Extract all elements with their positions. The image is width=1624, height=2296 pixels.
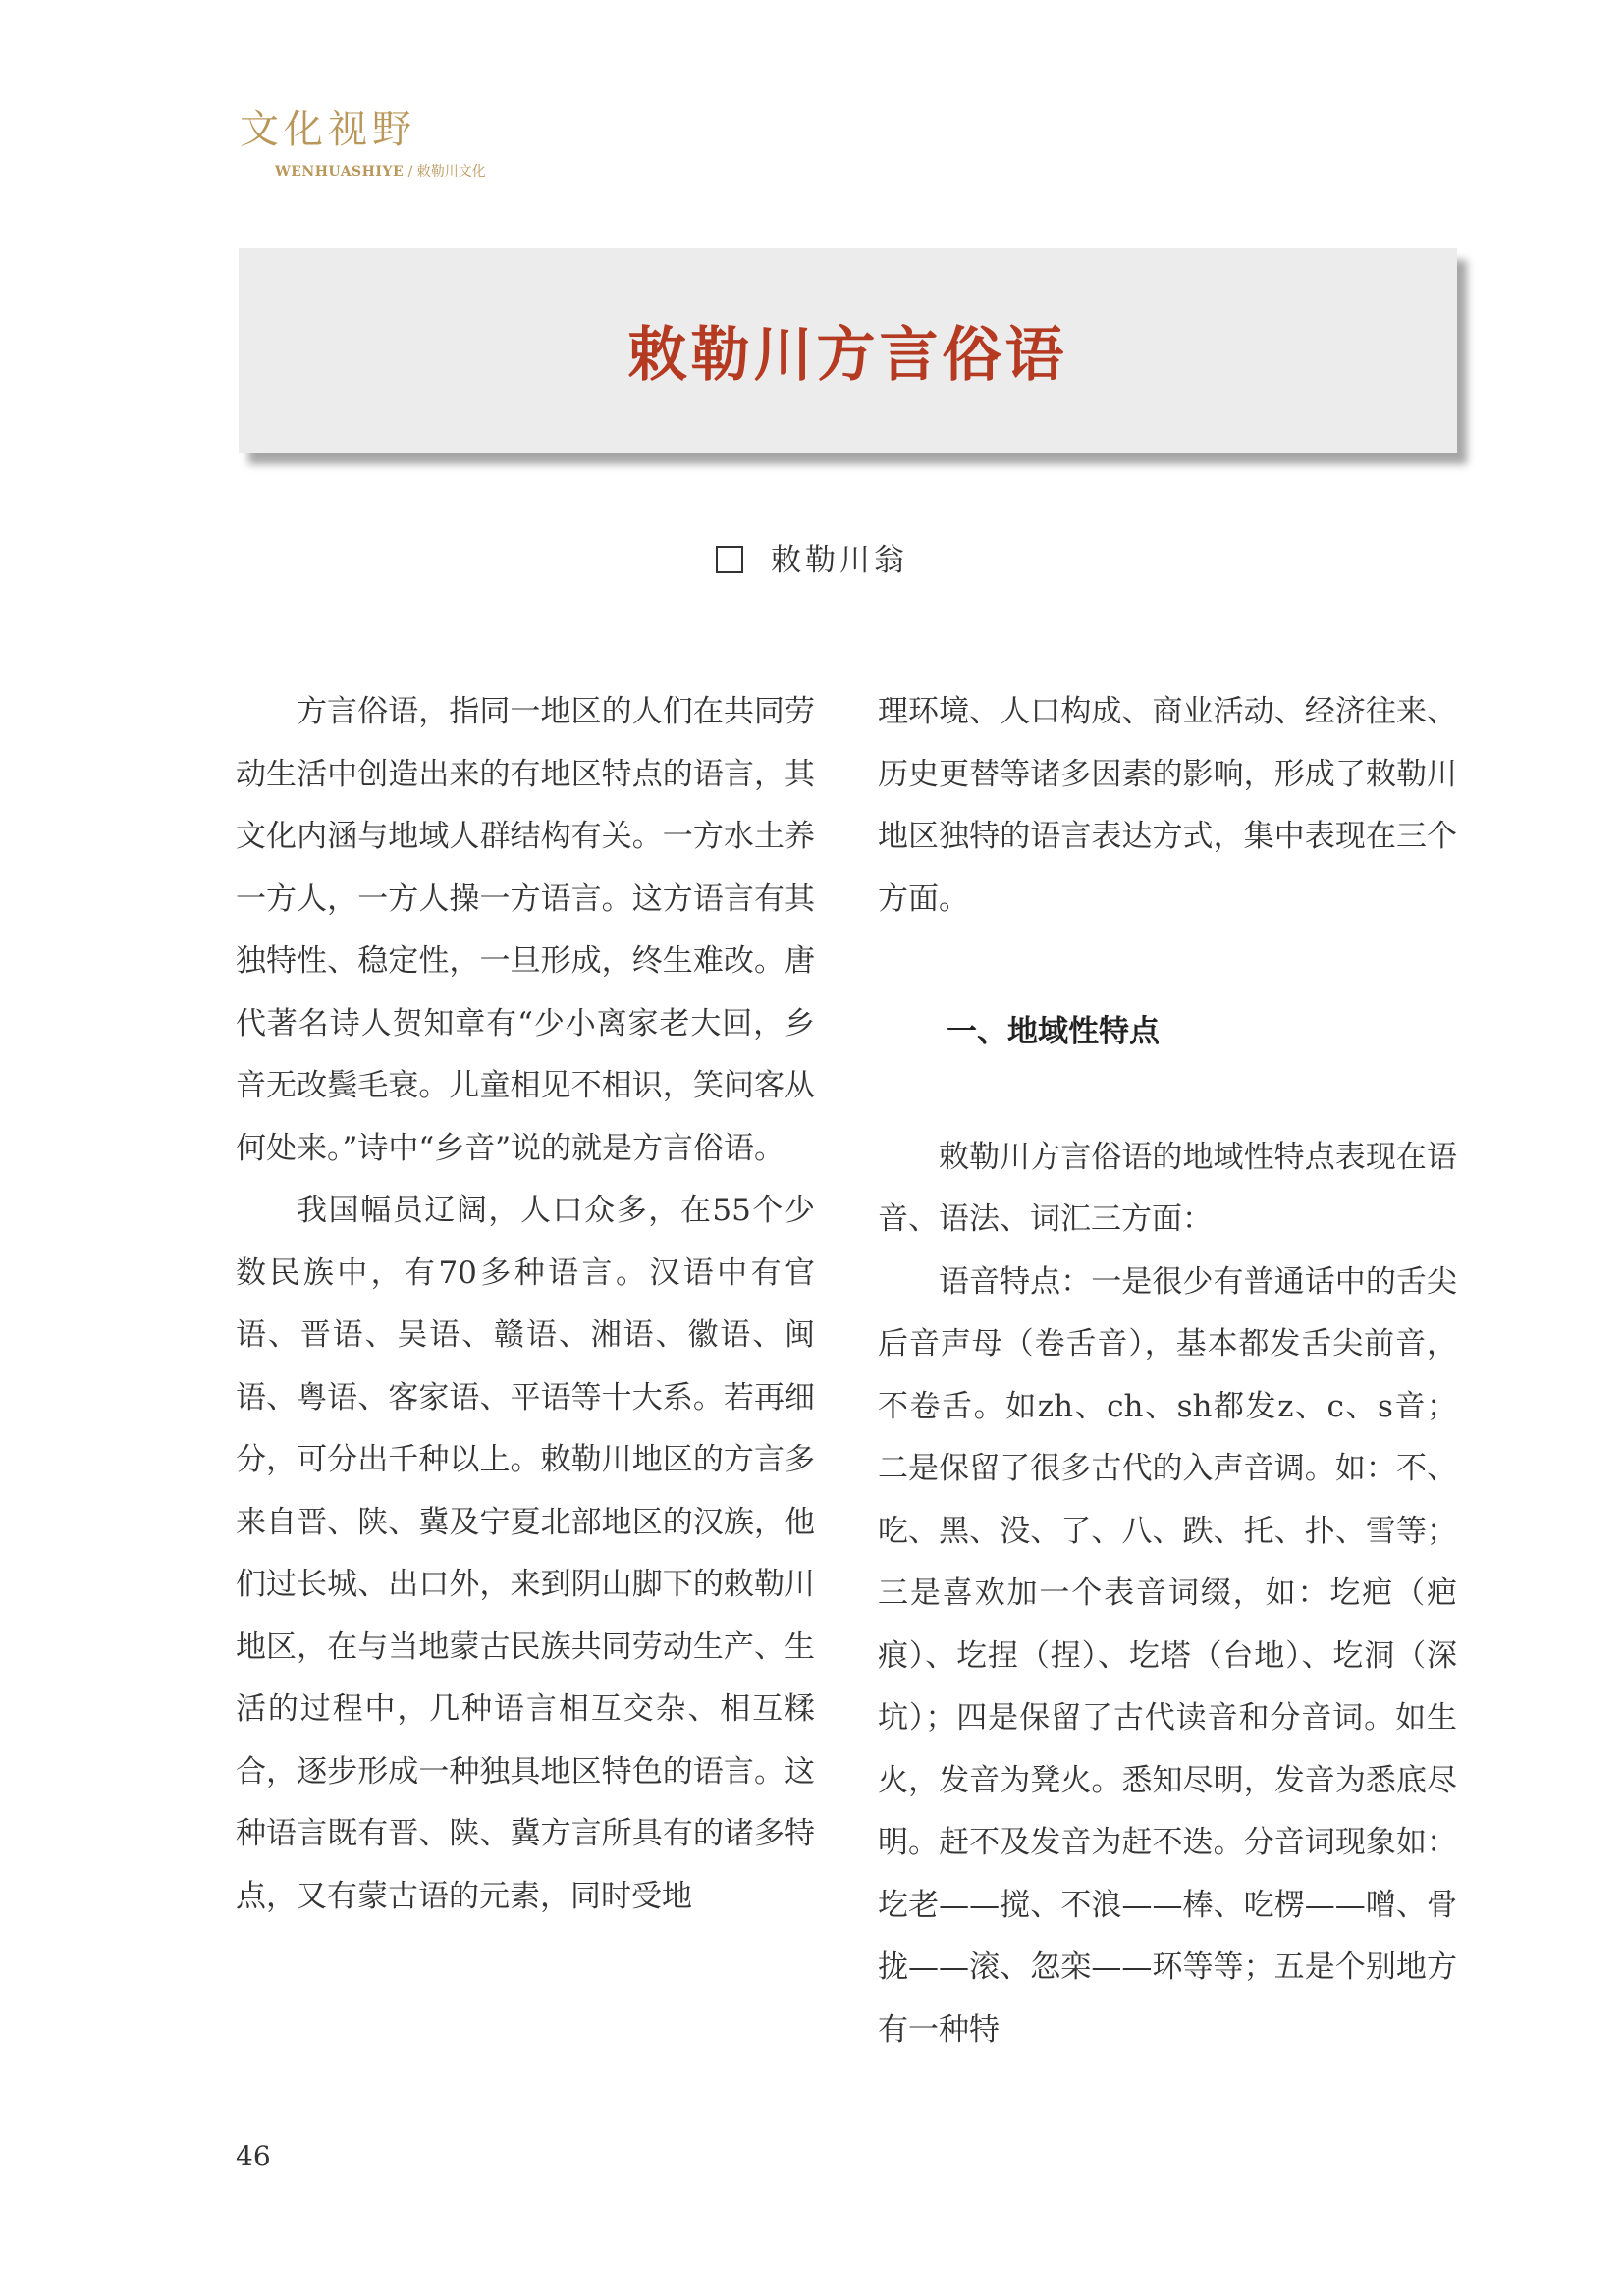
section-title: 文化视野 [240,107,416,152]
author-name: 敕勒川翁 [771,543,908,578]
left-column [236,681,815,1928]
running-header [240,107,486,180]
spacer [878,931,1457,1001]
section-subtitle [275,165,486,179]
paragraph-4: 敕勒川方言俗语的地域性特点表现在语音、语法、词汇三方面： [878,1139,1457,1237]
paragraph-2: 我国幅员辽阔，人口众多，在55个少数民族中，有70多种语言。汉语中有官语、晋语、吴语、赣语、湘语、徽语、闽语、粤语、客家语、平语等十大系。若再细分，可分出千种以上。敕勒川地区的方言多来自晋、陕、冀及宁夏北部地区的汉族，他们过长城、出口外，来到阴山脚下的敕勒川地区，在与当地蒙古民族共同劳动生产、生活的过程中，几种语言相互交杂、相互糅合，逐步形成一种独具地区特色的语言。这种语言既有晋、陕、冀方言所具有的诸多特点，又有蒙古语的元素，同时受地 [236,1193,815,1914]
paragraph-3: 理环境、人口构成、商业活动、经济往来、历史更替等诸多因素的影响，形成了敕勒川地区独特的语言表达方式，集中表现在三个方面。 [878,694,1457,917]
page-number: 46 [236,2140,271,2172]
spacer [878,1064,1457,1127]
byline-square-icon [716,546,743,573]
separator: / [407,164,413,180]
article-title: 敕勒川方言俗语 [627,321,1068,390]
section-title-pinyin: WENHUASHIYE [275,164,405,180]
column-name: 敕勒川文化 [416,164,486,180]
paragraph-5: 语音特点：一是很少有普通话中的舌尖后音声母（卷舌音），基本都发舌尖前音，不卷舌。如zh、ch、sh都发z、c、s音；二是保留了很多古代的入声音调。如：不、吃、黑、没、了、八、跌、托、扑、雪等；三是喜欢加一个表音词缀，如：圪疤（疤痕）、圪捏（捏）、圪塔（台地）、圪洞（深坑）；四是保留了古代读音和分音词。如生火，发音为凳火。悉知尽明，发音为悉底尽明。赶不及发音为赶不迭。分音词现象如：圪老——搅、不浪——棒、吃楞——噌、骨拢——滚、忽栾——环等等；五是个别地方有一种特 [878,1263,1457,2048]
byline [0,535,1624,579]
section-heading: 一、地域性特点 [947,1014,1160,1049]
paragraph-1: 方言俗语，指同一地区的人们在共同劳动生活中创造出来的有地区特点的语言，其文化内涵与地域人群结构有关。一方水土养一方人，一方人操一方语言。这方语言有其独特性、稳定性，一旦形成，终生难改。唐代著名诗人贺知章有“少小离家老大回，乡音无改鬓毛衰。儿童相见不相识，笑问客从何处来。”诗中“乡音”说的就是方言俗语。 [236,694,815,1166]
title-banner [239,248,1457,453]
right-column [878,681,1457,2061]
